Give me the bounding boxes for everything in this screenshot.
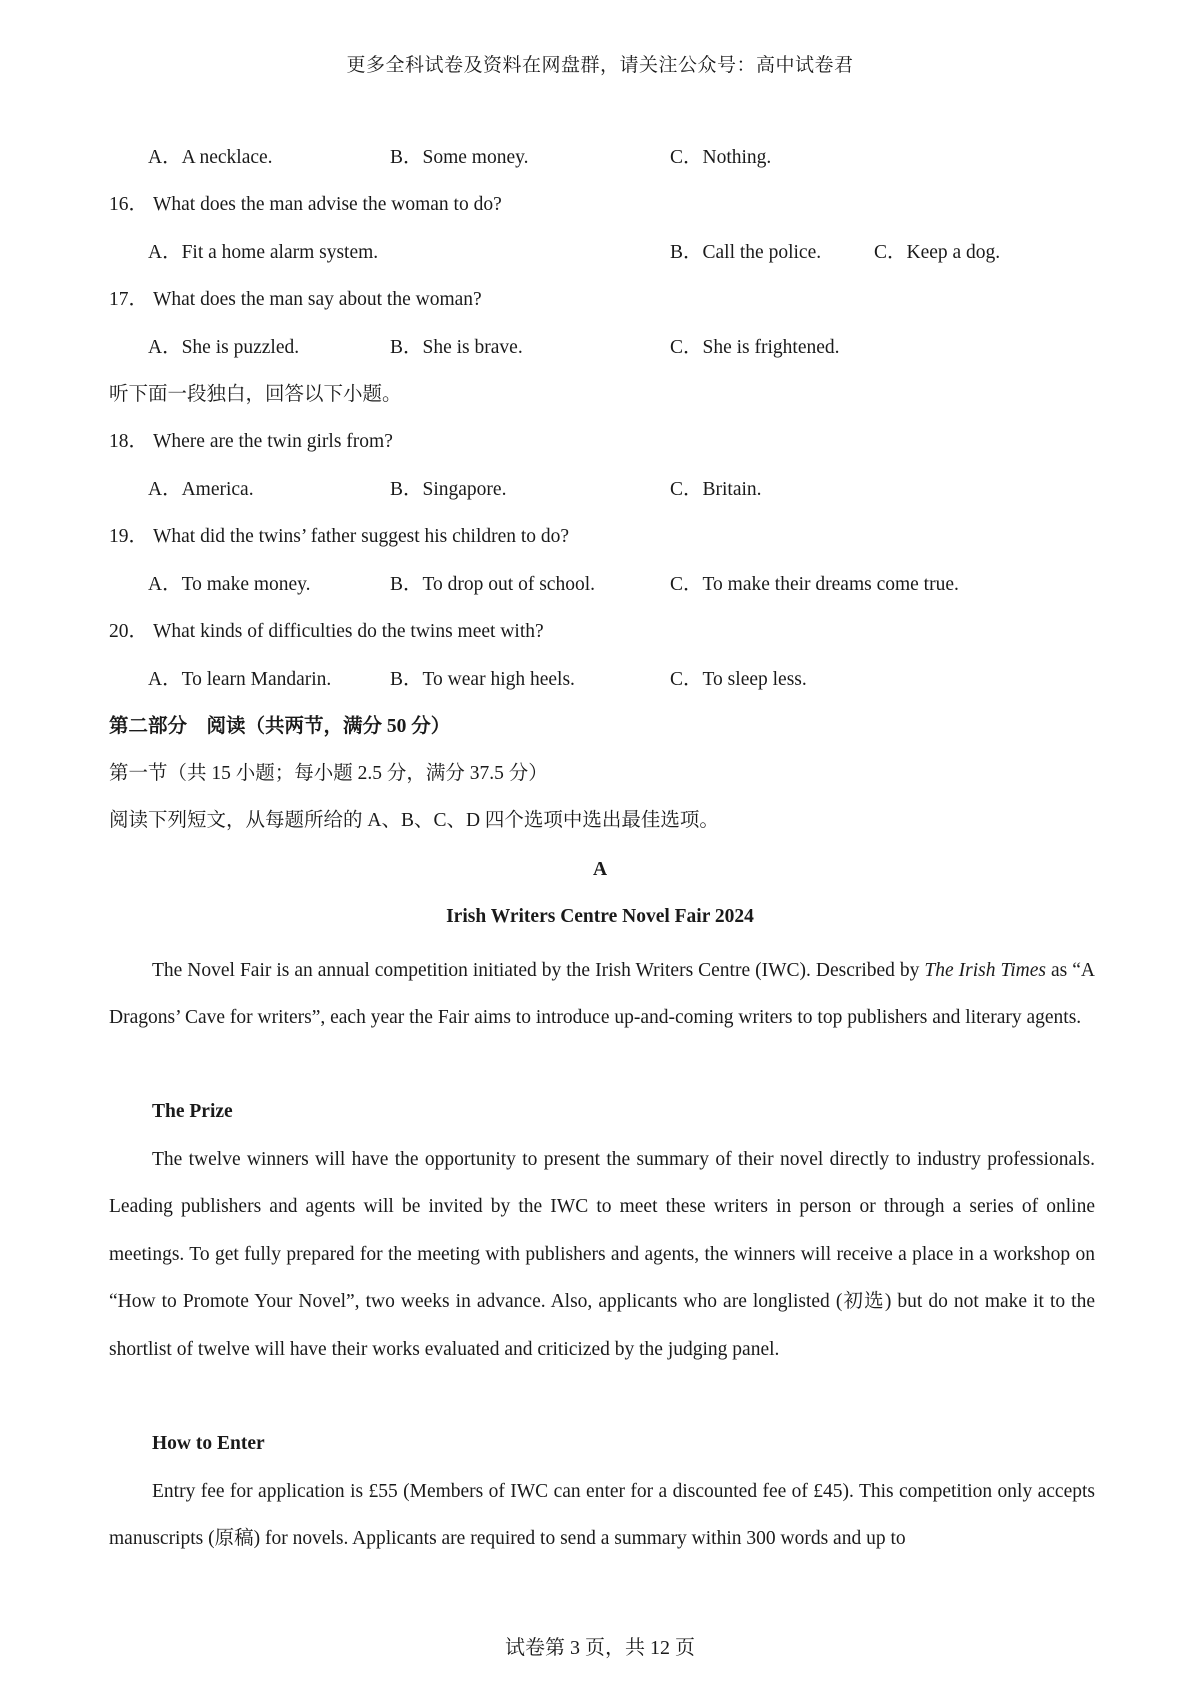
option-c: C．To sleep less. — [670, 669, 807, 690]
page-footer: 试卷第 3 页，共 12 页 — [505, 1637, 695, 1659]
heading-how-to-enter: How to Enter — [152, 1433, 265, 1454]
monologue-instruction: 听下面一段独白，回答以下小题。 — [109, 384, 402, 405]
p3-text: Entry fee for application is £55 (Members of IWC can enter for a discounted fee of £45). This competition only accepts manuscripts (原稿) for novels. Applicants are required to send a summary within 300 words and up to — [109, 1481, 1095, 1550]
option-c: C．Keep a dog. — [874, 242, 1001, 263]
option-b: B．To wear high heels. — [390, 669, 575, 690]
page-banner: 更多全科试卷及资料在网盘群，请关注公众号：高中试卷君 — [346, 55, 854, 76]
option-a: A．To make money. — [148, 574, 311, 595]
p1-text-end: as “A Dragons’ Cave for writers”, each year the Fair aims to introduce up-and-coming writers to top publishers and literary agents. — [109, 960, 1095, 1029]
passage-paragraph-3 — [109, 1468, 1095, 1563]
question-stem: What does the man advise the woman to do? — [153, 194, 502, 215]
question-stem: Where are the twin girls from? — [153, 431, 393, 452]
passage-paragraph-1 — [109, 947, 1095, 1042]
heading-the-prize: The Prize — [152, 1101, 233, 1122]
option-a: A．Fit a home alarm system. — [148, 242, 379, 263]
passage-title: Irish Writers Centre Novel Fair 2024 — [446, 906, 754, 927]
passage-label: A — [592, 859, 608, 880]
option-c: C．Britain. — [670, 479, 762, 500]
section-part-info: 第一节（共 15 小题；每小题 2.5 分，满分 37.5 分） — [109, 763, 548, 784]
p2-text: The twelve winners will have the opportunity to present the summary of their novel directly to industry professionals. Leading publishers and agents will be invited by the IWC to meet these writers in person or through a series of online meetings. To get fully prepared for the meeting with publishers and agents, the winners will receive a place in a workshop on “How to Promote Your Novel”, two weeks in advance. Also, applicants who are longlisted (初选) but do not make it to the shortlist of twelve will have their works evaluated and criticized by the judging panel. — [109, 1149, 1095, 1360]
option-a: A．To learn Mandarin. — [148, 669, 332, 690]
option-b: B．She is brave. — [390, 337, 523, 358]
option-b: B．Some money. — [390, 147, 529, 168]
question-number: 20． — [109, 621, 149, 642]
passage-paragraph-2 — [109, 1136, 1095, 1373]
question-number: 18． — [109, 431, 149, 452]
option-c: C．Nothing. — [670, 147, 772, 168]
question-number: 19． — [109, 526, 149, 547]
p1-italic-title: The Irish Times — [924, 960, 1047, 981]
option-c: C．To make their dreams come true. — [670, 574, 959, 595]
option-b: B．Call the police. — [670, 242, 822, 263]
section-title: 第二部分 阅读（共两节，满分 50 分） — [109, 716, 451, 737]
option-b: B．Singapore. — [390, 479, 507, 500]
question-stem: What does the man say about the woman? — [153, 289, 482, 310]
question-number: 16． — [109, 194, 149, 215]
p1-text-start: The Novel Fair is an annual competition initiated by the Irish Writers Centre (IWC). Described by — [152, 960, 925, 981]
option-c: C．She is frightened. — [670, 337, 840, 358]
option-a: A．A necklace. — [148, 147, 273, 168]
option-a: A．She is puzzled. — [148, 337, 300, 358]
option-b: B．To drop out of school. — [390, 574, 595, 595]
section-instruction: 阅读下列短文，从每题所给的 A、B、C、D 四个选项中选出最佳选项。 — [109, 810, 719, 831]
question-stem: What did the twins’ father suggest his children to do? — [153, 526, 570, 547]
option-a: A．America. — [148, 479, 254, 500]
question-number: 17． — [109, 289, 149, 310]
question-stem: What kinds of difficulties do the twins meet with? — [153, 621, 544, 642]
